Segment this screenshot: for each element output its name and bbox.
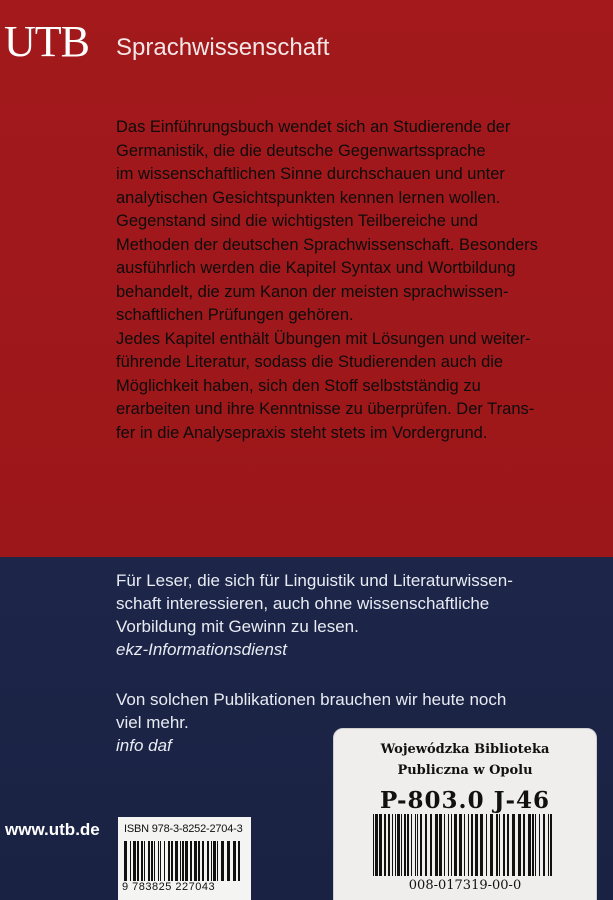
library-barcode-bar <box>468 814 469 876</box>
isbn-barcode-bar <box>124 841 127 881</box>
library-barcode-bar <box>459 814 462 876</box>
quote-source: info daf <box>116 736 172 755</box>
quote-line: Vorbildung mit Gewinn zu lesen. <box>116 617 359 636</box>
library-barcode-bar <box>523 814 525 876</box>
library-barcode-bar <box>507 814 509 876</box>
quote-line: Für Leser, die sich für Linguistik und Literaturwissen- <box>116 571 513 590</box>
library-barcode-bar <box>435 814 438 876</box>
isbn-barcode-bar <box>168 841 170 881</box>
library-barcode-bar <box>535 814 536 876</box>
isbn-barcode-bar <box>217 841 218 881</box>
isbn-barcode-bar <box>213 841 216 881</box>
review-quote-1 <box>116 569 596 661</box>
isbn-barcode-bar <box>207 841 209 881</box>
library-barcode-bar <box>528 814 531 876</box>
library-barcode-bar <box>395 814 396 876</box>
isbn-barcode-box <box>118 817 251 900</box>
quote-line: Von solchen Publikationen brauchen wir heute noch <box>116 690 507 709</box>
description-line: behandelt, die zum Kanon der meisten sprachwissen- <box>116 282 509 301</box>
library-barcode-bar <box>496 814 498 876</box>
library-barcode-bar <box>411 814 412 876</box>
description-line: Gegenstand sind die wichtigsten Teilbereiche und <box>116 212 479 230</box>
quote-line: schaft interessieren, auch ohne wissenschaftliche <box>116 594 490 613</box>
library-barcode-bar <box>373 814 374 876</box>
series-title: Sprachwissenschaft <box>116 34 330 61</box>
isbn-barcode-bar <box>133 841 136 881</box>
library-barcode-bar <box>471 814 473 876</box>
isbn-barcode-bar <box>160 841 161 881</box>
library-barcode-bar <box>401 814 402 876</box>
library-barcode <box>373 814 557 876</box>
library-barcode-bar <box>543 814 545 876</box>
library-barcode-bar <box>417 814 418 876</box>
book-description <box>116 116 606 445</box>
description-line: Möglichkeit haben, sich den Stoff selbstständig zu <box>116 376 481 395</box>
library-name-line2: Publiczna w Opolu <box>397 763 533 778</box>
website-link[interactable]: www.utb.de <box>5 820 100 839</box>
library-barcode-bar <box>454 814 457 876</box>
isbn-barcode-bar <box>158 841 159 881</box>
isbn-barcode-bar <box>154 841 155 881</box>
isbn-barcode-bar <box>202 841 204 881</box>
library-barcode-bar <box>499 814 500 876</box>
isbn-barcode-bar <box>182 841 184 881</box>
isbn-barcode-bar <box>164 841 165 881</box>
library-barcode-bar <box>518 814 521 876</box>
library-barcode-bar <box>503 814 505 876</box>
library-barcode-bar <box>379 814 382 876</box>
library-barcode-bar <box>448 814 449 876</box>
library-barcode-bar <box>444 814 445 876</box>
library-barcode-bar <box>375 814 378 876</box>
description-line: schaftlichen Prüfungen gehören. <box>116 306 354 324</box>
library-barcode-bar <box>404 814 406 876</box>
isbn-barcode-bar <box>211 841 212 881</box>
isbn-barcode-bar <box>137 841 139 881</box>
library-barcode-bar <box>384 814 386 876</box>
library-label <box>333 728 597 900</box>
description-line: fer in die Analysepraxis steht stets im Vordergrund. <box>116 423 488 442</box>
isbn-barcode-bar <box>227 841 230 881</box>
isbn-barcode-bar <box>194 841 197 881</box>
library-name-line1: Wojewódzka Biblioteka <box>380 742 550 757</box>
description-line: analytischen Gesichtspunkten kennen lernen wollen. <box>116 188 501 207</box>
library-barcode-bar <box>539 814 540 876</box>
description-line: ausführlich werden die Kapitel Syntax und Wortbildung <box>116 259 516 277</box>
description-line: Germanistik, die die deutsche Gegenwartssprache <box>116 141 486 160</box>
isbn-barcode-bar <box>144 841 145 881</box>
publisher-logo: UTB <box>4 17 89 66</box>
library-barcode-number: 008-017319-00-0 <box>408 878 522 893</box>
library-barcode-bar <box>388 814 390 876</box>
library-barcode-bar <box>425 814 427 876</box>
library-barcode-bar <box>407 814 409 876</box>
isbn-number: ISBN 978-3-8252-2704-3 <box>124 823 243 835</box>
description-line: Das Einführungsbuch wendet sich an Studierende der <box>116 118 511 136</box>
isbn-barcode-bar <box>185 841 188 881</box>
library-barcode-bar <box>486 814 487 876</box>
library-barcode-bar <box>451 814 452 876</box>
isbn-barcode-bar <box>175 841 178 881</box>
library-barcode-bar <box>490 814 493 876</box>
library-barcode-bar <box>392 814 393 876</box>
description-line: Methoden der deutschen Sprachwissenschaft. Besonders <box>116 235 538 254</box>
library-barcode-bar <box>420 814 422 876</box>
library-barcode-bar <box>532 814 534 876</box>
quote-line: viel mehr. <box>116 713 189 732</box>
barcode-digits: 9 783825 227043 <box>122 881 216 893</box>
library-barcode-bar <box>464 814 465 876</box>
library-barcode-bar <box>550 814 552 876</box>
description-line: erarbeiten und ihre Kenntnisse zu überprüfen. Der Trans- <box>116 400 535 418</box>
library-barcode-bar <box>480 814 483 876</box>
library-barcode-bar <box>548 814 549 876</box>
library-barcode-bar <box>415 814 416 876</box>
library-barcode-bar <box>430 814 432 876</box>
isbn-barcode-bar <box>130 841 131 881</box>
isbn-barcode-bar <box>141 841 143 881</box>
isbn-barcode-bar <box>198 841 200 881</box>
description-line: Jedes Kapitel enthält Übungen mit Lösungen und weiter- <box>116 329 531 348</box>
shelfmark: P-803.0 J-46 <box>379 787 551 814</box>
library-barcode-bar <box>397 814 400 876</box>
isbn-barcode-bar <box>171 841 173 881</box>
library-barcode-bar <box>512 814 515 876</box>
isbn-barcode-bar <box>151 841 153 881</box>
description-line: im wissenschaftlichen Sinne durchschauen und unter <box>116 165 505 183</box>
isbn-barcode-bar <box>180 841 181 881</box>
isbn-barcode-bar <box>221 841 224 881</box>
description-line: führende Literatur, sodass die Studierenden auch die <box>116 353 504 371</box>
quote-source: ekz-Informationsdienst <box>116 640 288 659</box>
isbn-barcode-bar <box>148 841 150 881</box>
library-barcode-bar <box>439 814 442 876</box>
isbn-barcode-bar <box>238 841 240 881</box>
isbn-barcode-bar <box>190 841 192 881</box>
isbn-barcode <box>124 841 245 881</box>
isbn-barcode-bar <box>233 841 236 881</box>
library-barcode-bar <box>475 814 478 876</box>
